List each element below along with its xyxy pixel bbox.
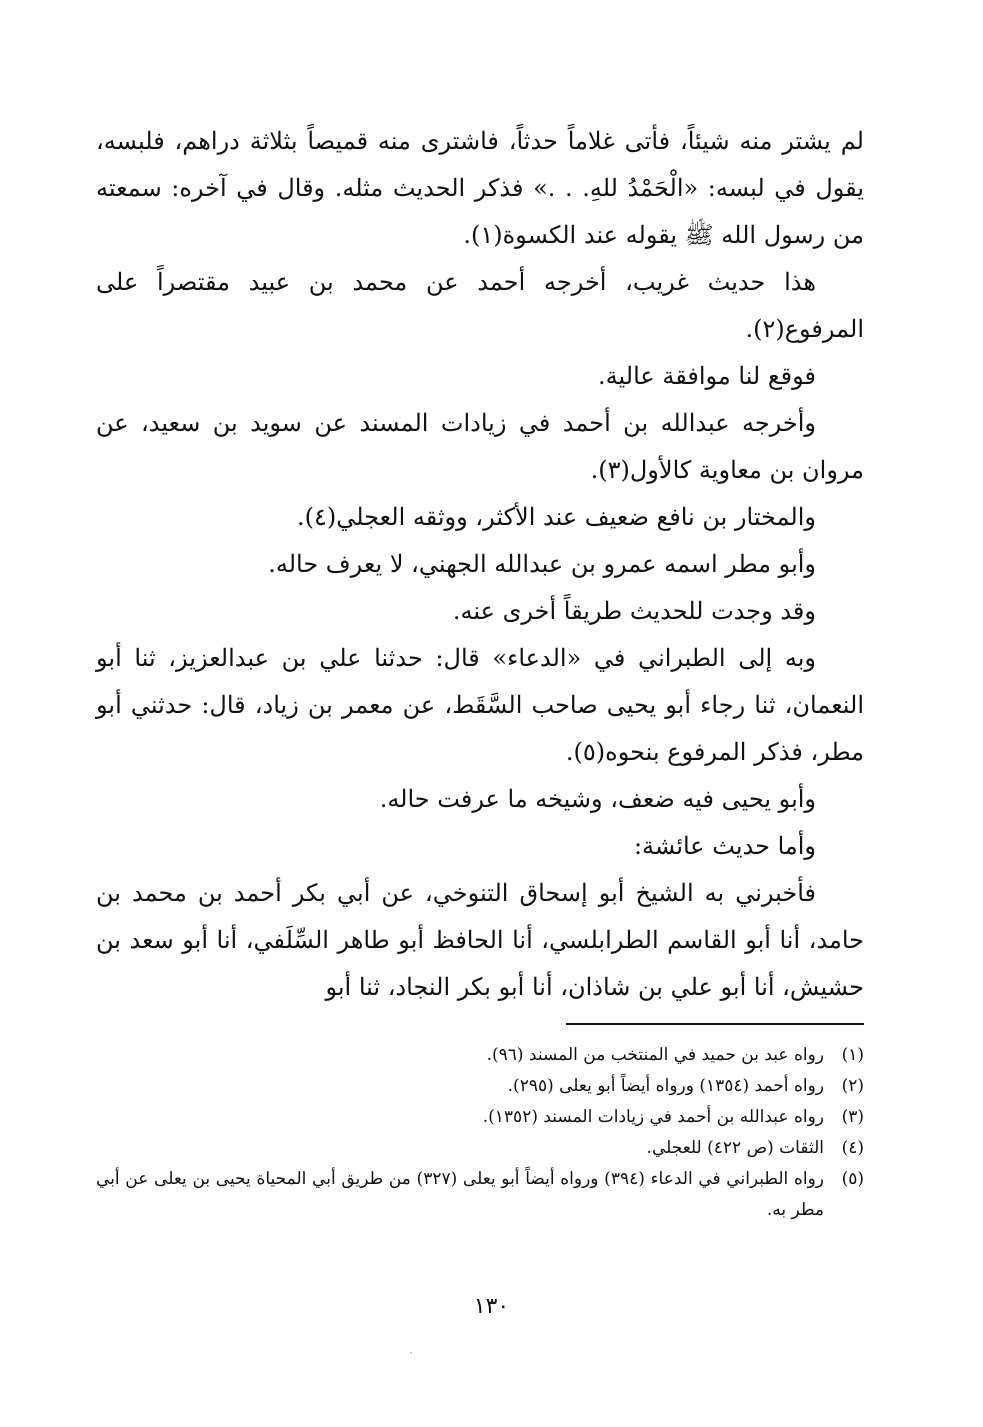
footnote-text: الثقات (ص ٤٢٢) للعجلي. <box>646 1138 824 1158</box>
scan-speck <box>410 1352 412 1354</box>
footnote-number: (٣) <box>841 1107 864 1127</box>
footnote-1 <box>96 1040 864 1071</box>
footnote-number: (١) <box>841 1045 864 1065</box>
main-text-body <box>96 118 864 1011</box>
paragraph-10: وأما حديث عائشة: <box>633 832 816 860</box>
paragraph-5: والمختار بن نافع ضعيف عند الأكثر، ووثقه العجلي(٤). <box>296 503 816 531</box>
footnote-divider <box>566 1023 864 1025</box>
paragraph-8: وبه إلى الطبراني في «الدعاء» قال: حدثنا علي بن عبدالعزيز، ثنا أبو النعمان، ثنا رجاء أبو يحيى صاحب السَّقَط، عن معمر بن زياد، قال: حدثني أبو مطر، فذكر المرفوع بنحوه(٥). <box>96 644 864 766</box>
paragraph-4: وأخرجه عبدالله بن أحمد في زيادات المسند عن سويد بن سعيد، عن مروان بن معاوية كالأول(٣). <box>96 409 864 484</box>
paragraph-11: فأخبرني به الشيخ أبو إسحاق التنوخي، عن أبي بكر أحمد بن محمد بن حامد، أنا أبو القاسم الطرابلسي، أنا الحافظ أبو طاهر السِّلَفي، أنا أبو سعد بن حشيش، أنا أبو علي بن شاذان، أنا أبو بكر النجاد، ثنا أبو <box>96 879 864 1001</box>
page-number: ١٣٠ <box>473 1294 510 1319</box>
footnote-4 <box>96 1133 864 1164</box>
footnote-text: رواه عبد بن حميد في المنتخب من المسند (٩٦). <box>486 1045 824 1065</box>
footnote-2 <box>96 1071 864 1102</box>
footnotes-section <box>96 1040 864 1226</box>
paragraph-7: وقد وجدت للحديث طريقاً أخرى عنه. <box>452 597 816 625</box>
footnote-number: (٢) <box>841 1076 864 1096</box>
paragraph-9: وأبو يحيى فيه ضعف، وشيخه ما عرفت حاله. <box>379 785 816 813</box>
footnote-number: (٥) <box>841 1169 864 1189</box>
footnote-text: رواه عبدالله بن أحمد في زيادات المسند (١٣٥٢). <box>482 1107 824 1127</box>
paragraph-3: فوقع لنا موافقة عالية. <box>598 362 816 390</box>
paragraph-6: وأبو مطر اسمه عمرو بن عبدالله الجهني، لا يعرف حاله. <box>268 550 816 578</box>
footnote-text: رواه الطبراني في الدعاء (٣٩٤) ورواه أيضاً أبو يعلى (٣٢٧) من طريق أبي المحياة يحيى بن يعلى عن أبي مطر به. <box>96 1169 824 1220</box>
footnote-3 <box>96 1102 864 1133</box>
footnote-text: رواه أحمد (١٣٥٤) ورواه أيضاً أبو يعلى (٢٩٥). <box>507 1076 824 1096</box>
footnote-5 <box>96 1164 864 1226</box>
footnote-number: (٤) <box>841 1138 864 1158</box>
paragraph-2: هذا حديث غريب، أخرجه أحمد عن محمد بن عبيد مقتصراً على المرفوع(٢). <box>96 268 864 343</box>
paragraph-1: لم يشتر منه شيئاً، فأتى غلاماً حدثاً، فاشترى منه قميصاً بثلاثة دراهم، فلبسه، يقول في لبسه: «الْحَمْدُ للهِ. . .» فذكر الحديث مثله. وقال في آخره: سمعته من رسول الله ﷺ يقوله عند الكسوة(١). <box>96 127 864 249</box>
